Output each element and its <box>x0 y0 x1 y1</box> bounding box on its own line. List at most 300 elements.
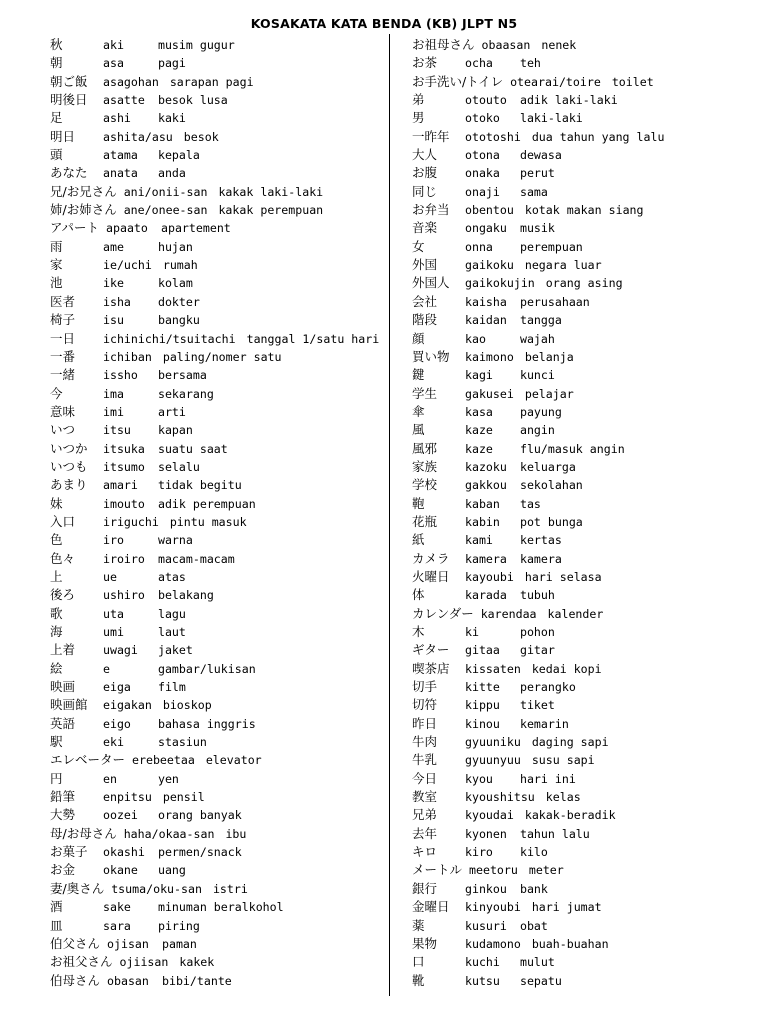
vocab-meaning: perangko <box>519 680 576 695</box>
vocab-meaning: arti <box>157 404 186 419</box>
vocab-kanji: 上 <box>50 568 63 584</box>
vocab-entry <box>50 348 385 366</box>
vocab-entry <box>412 348 757 366</box>
vocab-romaji: okane <box>102 863 138 878</box>
vocab-meaning: tangga <box>519 313 562 328</box>
vocab-meaning: paman <box>161 936 197 951</box>
vocab-entry <box>412 531 757 549</box>
vocab-romaji: meetoru <box>469 863 518 878</box>
vocab-entry <box>412 660 757 678</box>
vocab-meaning: piring <box>157 918 200 933</box>
vocab-entry <box>412 935 757 953</box>
vocab-entry <box>50 953 385 971</box>
vocab-romaji: iroiro <box>102 551 145 566</box>
vocab-kanji: あまり <box>50 477 88 493</box>
vocab-kanji: 外国人 <box>412 275 450 291</box>
vocab-romaji: imi <box>102 404 124 419</box>
vocab-meaning: paling/nomer satu <box>162 349 282 364</box>
vocab-entry <box>50 293 385 311</box>
vocab-romaji: ichiban <box>102 349 152 364</box>
vocab-kanji: 朝ご飯 <box>50 73 88 89</box>
vocab-entry <box>50 972 385 990</box>
vocab-entry <box>50 825 385 843</box>
vocab-meaning: toilet <box>611 74 654 89</box>
vocab-kanji: 学校 <box>412 477 438 493</box>
vocab-entry <box>50 330 385 348</box>
vocab-kanji: 喫茶店 <box>412 660 450 676</box>
vocab-meaning: gitar <box>519 643 555 658</box>
vocab-romaji: asagohan <box>102 74 159 89</box>
vocab-romaji: obentou <box>464 203 514 218</box>
vocab-romaji: ie/uchi <box>102 258 152 273</box>
vocab-kanji: 家族 <box>412 458 438 474</box>
vocab-romaji: otona <box>464 148 500 163</box>
vocab-meaning: keluarga <box>519 459 576 474</box>
vocab-kanji: 切符 <box>412 697 438 713</box>
vocab-romaji: iriguchi <box>102 514 159 529</box>
vocab-kanji: 母/お母さん <box>50 825 117 841</box>
vocab-kanji: 妻/奥さん <box>50 880 105 896</box>
vocab-entry <box>50 770 385 788</box>
vocab-kanji: 姉/お姉さん <box>50 202 117 218</box>
vocab-meaning: kakek <box>179 955 215 970</box>
vocab-romaji: itsu <box>102 423 131 438</box>
vocab-kanji: 階段 <box>412 312 438 328</box>
vocab-kanji: お腹 <box>412 165 438 181</box>
vocab-meaning: ibu <box>225 826 247 841</box>
vocab-kanji: エレベーター <box>50 752 126 768</box>
vocab-romaji: obasan <box>107 973 149 988</box>
vocab-meaning: sekarang <box>157 386 214 401</box>
vocab-entry <box>412 274 757 292</box>
vocab-entry <box>412 917 757 935</box>
vocab-entry <box>50 550 385 568</box>
vocab-entry <box>412 513 757 531</box>
vocab-romaji: haha/okaa-san <box>123 826 215 841</box>
vocab-entry <box>412 586 757 604</box>
vocab-entry <box>50 935 385 953</box>
vocab-kanji: 意味 <box>50 403 76 419</box>
vocab-romaji: ani/onii-san <box>123 184 208 199</box>
vocab-entry <box>412 458 757 476</box>
vocab-meaning: sekolahan <box>519 478 583 493</box>
vocab-romaji: kuchi <box>464 955 500 970</box>
vocab-kanji: 妹 <box>50 495 63 511</box>
vocab-meaning: angin <box>519 423 555 438</box>
vocab-entry <box>412 403 757 421</box>
vocab-romaji: gaikoku <box>464 258 514 273</box>
vocab-romaji: karendaa <box>480 606 537 621</box>
vocab-entry <box>412 440 757 458</box>
vocab-romaji: kinyoubi <box>464 900 521 915</box>
vocab-romaji: gyuuniku <box>464 735 521 750</box>
vocab-meaning: bank <box>519 881 548 896</box>
vocab-romaji: ichinichi/tsuitachi <box>102 331 236 346</box>
vocab-entry <box>50 788 385 806</box>
vocab-meaning: sepatu <box>519 973 562 988</box>
vocab-romaji: itsuka <box>102 441 145 456</box>
vocab-romaji: obaasan <box>481 38 531 52</box>
vocab-romaji: e <box>102 661 110 676</box>
vocab-meaning: uang <box>157 863 186 878</box>
vocab-romaji: atama <box>102 148 138 163</box>
vocab-romaji: ototoshi <box>464 129 521 144</box>
vocab-romaji: itsumo <box>102 459 145 474</box>
vocab-romaji: gyuunyuu <box>464 753 521 768</box>
vocab-romaji: issho <box>102 368 138 383</box>
vocab-romaji: kabin <box>464 514 500 529</box>
vocab-kanji: 弟 <box>412 92 425 108</box>
vocab-romaji: gakkou <box>464 478 507 493</box>
vocab-kanji: 切手 <box>412 679 438 695</box>
vocab-kanji: 男 <box>412 110 425 126</box>
vocab-kanji: 兄弟 <box>412 807 438 823</box>
vocab-kanji: 医者 <box>50 293 76 309</box>
vocab-kanji: 薬 <box>412 917 425 933</box>
vocab-entry <box>412 293 757 311</box>
vocab-kanji: 上着 <box>50 642 76 658</box>
vocab-meaning: bahasa inggris <box>157 716 256 731</box>
vocab-meaning: hari selasa <box>524 569 602 584</box>
vocab-romaji: gakusei <box>464 386 514 401</box>
vocab-entry <box>412 128 757 146</box>
vocab-entry <box>412 311 757 329</box>
vocab-entry <box>412 36 757 54</box>
vocab-meaning: belanja <box>524 349 574 364</box>
vocab-meaning: orang asing <box>545 276 623 291</box>
vocab-meaning: kaki <box>157 111 186 126</box>
vocab-meaning: kedai kopi <box>531 661 602 676</box>
vocab-kanji: 色々 <box>50 550 76 566</box>
vocab-meaning: dokter <box>157 294 200 309</box>
vocab-kanji: お手洗い/トイレ <box>412 73 504 89</box>
vocab-kanji: いつか <box>50 440 88 456</box>
vocab-meaning: minuman beralkohol <box>157 900 284 915</box>
vocab-entry <box>50 164 385 182</box>
vocab-kanji: 椅子 <box>50 312 76 328</box>
vocab-kanji: 風 <box>412 422 425 438</box>
vocab-entry <box>412 73 757 91</box>
vocab-meaning: film <box>157 680 186 695</box>
vocab-entry <box>412 696 757 714</box>
vocab-kanji: 鞄 <box>412 495 425 511</box>
vocab-meaning: kertas <box>519 533 562 548</box>
vocab-romaji: oozei <box>102 808 138 823</box>
vocab-kanji: 外国 <box>412 257 438 273</box>
vocab-kanji: 音楽 <box>412 220 438 236</box>
vocab-entry <box>50 880 385 898</box>
vocab-kanji: お祖父さん <box>50 954 113 970</box>
vocab-entry <box>412 568 757 586</box>
vocab-kanji: 女 <box>412 238 425 254</box>
vocab-romaji: erebeetaa <box>132 753 195 768</box>
vocab-meaning: apartement <box>160 221 231 236</box>
vocab-kanji: 木 <box>412 624 425 639</box>
column-divider <box>389 34 390 996</box>
vocab-kanji: お弁当 <box>412 202 450 218</box>
vocab-kanji: カレンダー <box>412 605 474 621</box>
vocab-meaning: perut <box>519 166 555 181</box>
vocab-kanji: ギター <box>412 642 450 658</box>
vocab-kanji: 大人 <box>412 147 438 163</box>
vocab-meaning: stasiun <box>157 735 207 750</box>
vocab-romaji: ongaku <box>464 221 507 236</box>
vocab-meaning: laut <box>157 625 186 639</box>
vocab-meaning: wajah <box>519 331 555 346</box>
vocab-kanji: 秋 <box>50 37 63 52</box>
vocab-entry <box>50 256 385 274</box>
vocab-kanji: 英語 <box>50 715 76 731</box>
vocab-entry <box>50 531 385 549</box>
vocab-romaji: en <box>102 771 117 786</box>
vocab-entry <box>412 330 757 348</box>
vocab-entry <box>50 568 385 586</box>
vocab-kanji: 去年 <box>412 825 438 841</box>
vocab-romaji: kyoushitsu <box>464 790 535 805</box>
vocab-entry <box>412 880 757 898</box>
vocab-entry <box>412 733 757 751</box>
vocab-entry <box>50 843 385 861</box>
vocab-entry <box>50 238 385 256</box>
vocab-entry <box>50 513 385 531</box>
vocab-kanji: 入口 <box>50 513 76 529</box>
vocab-entry <box>412 641 757 659</box>
vocab-entry <box>50 715 385 733</box>
vocab-kanji: あなた <box>50 165 88 181</box>
vocab-entry <box>50 495 385 513</box>
vocab-kanji: 顔 <box>412 330 425 346</box>
vocab-entry <box>412 770 757 788</box>
vocab-entry <box>50 917 385 935</box>
vocab-romaji: otoko <box>464 111 500 126</box>
vocab-entry <box>412 219 757 237</box>
vocab-kanji: 今日 <box>412 770 438 786</box>
vocab-kanji: 果物 <box>412 935 438 951</box>
vocab-meaning: kolam <box>157 276 193 291</box>
vocab-romaji: uta <box>102 606 124 621</box>
vocab-meaning: selalu <box>157 459 200 474</box>
vocab-meaning: yen <box>157 771 179 786</box>
vocab-meaning: hari jumat <box>531 900 602 915</box>
vocab-romaji: ane/onee-san <box>123 203 208 218</box>
vocab-meaning: pot bunga <box>519 514 583 529</box>
vocab-kanji: 鍵 <box>412 367 425 383</box>
vocab-meaning: kilo <box>519 845 548 860</box>
vocab-romaji: ojiisan <box>119 955 169 970</box>
vocab-romaji: otouto <box>464 93 507 108</box>
vocab-romaji: kitte <box>464 680 500 695</box>
vocab-romaji: ashita/asu <box>102 129 173 144</box>
vocab-meaning: obat <box>519 918 548 933</box>
vocab-entry <box>412 678 757 696</box>
vocab-romaji: apaato <box>106 221 148 236</box>
vocab-kanji: 円 <box>50 770 63 786</box>
vocab-meaning: besok <box>183 129 219 144</box>
vocab-entry <box>50 898 385 916</box>
vocab-kanji: 朝 <box>50 55 63 71</box>
vocab-romaji: kiro <box>464 845 493 860</box>
vocab-entry <box>50 146 385 164</box>
vocab-romaji: gitaa <box>464 643 500 658</box>
vocab-meaning: anda <box>157 166 186 181</box>
vocab-romaji: kaimono <box>464 349 514 364</box>
vocab-kanji: 絵 <box>50 660 63 676</box>
vocab-romaji: imouto <box>102 496 145 511</box>
vocab-meaning: warna <box>157 533 193 548</box>
vocab-romaji: eki <box>102 735 124 750</box>
vocab-entry <box>412 972 757 990</box>
vocab-meaning: meter <box>528 863 564 878</box>
vocab-meaning: perusahaan <box>519 294 590 309</box>
vocab-kanji: 鉛筆 <box>50 789 76 805</box>
vocab-kanji: お金 <box>50 862 76 878</box>
vocab-kanji: 酒 <box>50 899 63 915</box>
vocab-kanji: 買い物 <box>412 348 450 364</box>
vocab-entry <box>50 366 385 384</box>
vocab-kanji: お祖母さん <box>412 37 475 52</box>
vocab-kanji: 伯母さん <box>50 972 101 988</box>
vocab-kanji: 海 <box>50 624 63 639</box>
vocab-entry <box>412 843 757 861</box>
vocab-entry <box>50 660 385 678</box>
vocab-romaji: kayoubi <box>464 569 514 584</box>
vocab-entry <box>412 54 757 72</box>
vocab-meaning: susu sapi <box>531 753 595 768</box>
vocab-meaning: sarapan pagi <box>169 74 254 89</box>
vocab-meaning: kunci <box>519 368 555 383</box>
vocab-kanji: メートル <box>412 862 463 878</box>
vocab-romaji: sake <box>102 900 131 915</box>
vocab-kanji: 映画 <box>50 679 76 695</box>
vocab-romaji: kutsu <box>464 973 500 988</box>
vocab-kanji: 雨 <box>50 238 63 254</box>
vocab-meaning: kapan <box>157 423 193 438</box>
vocab-kanji: キロ <box>412 844 438 860</box>
vocab-kanji: 明日 <box>50 128 76 144</box>
vocab-romaji: ginkou <box>464 881 507 896</box>
vocab-entry <box>412 421 757 439</box>
vocab-meaning: rumah <box>162 258 198 273</box>
vocab-entry <box>50 311 385 329</box>
vocab-kanji: 映画館 <box>50 697 88 713</box>
vocab-kanji: アパート <box>50 220 100 236</box>
vocab-kanji: 色 <box>50 532 63 548</box>
vocab-entry <box>50 219 385 237</box>
vocab-kanji: 明後日 <box>50 92 88 108</box>
vocab-entry <box>412 715 757 733</box>
vocab-kanji: 歌 <box>50 605 63 621</box>
vocab-entry <box>50 91 385 109</box>
vocab-meaning: adik laki-laki <box>519 93 618 108</box>
vocab-meaning: bibi/tante <box>161 973 232 988</box>
vocab-romaji: kippu <box>464 698 500 713</box>
vocab-meaning: kakak perempuan <box>218 203 324 218</box>
vocab-kanji: 銀行 <box>412 880 438 896</box>
vocab-kanji: 伯父さん <box>50 935 101 951</box>
vocab-column-right <box>412 36 757 990</box>
vocab-romaji: ue <box>102 569 117 584</box>
vocab-entry <box>412 953 757 971</box>
vocab-entry <box>50 861 385 879</box>
vocab-meaning: elevator <box>205 753 262 768</box>
vocab-kanji: 教室 <box>412 789 438 805</box>
vocab-meaning: nenek <box>541 38 577 52</box>
vocab-meaning: pelajar <box>524 386 574 401</box>
vocab-meaning: musim gugur <box>157 38 235 52</box>
vocab-romaji: eigo <box>102 716 131 731</box>
vocab-meaning: kotak makan siang <box>524 203 644 218</box>
vocab-entry <box>50 73 385 91</box>
vocab-entry <box>412 623 757 641</box>
vocab-entry <box>412 495 757 513</box>
vocab-entry <box>50 201 385 219</box>
vocab-entry <box>50 605 385 623</box>
vocab-meaning: hari ini <box>519 771 576 786</box>
vocab-entry <box>50 751 385 769</box>
vocab-romaji: anata <box>102 166 138 181</box>
vocab-romaji: gaikokujin <box>464 276 535 291</box>
vocab-kanji: 頭 <box>50 147 63 163</box>
vocab-entry <box>50 54 385 72</box>
vocab-romaji: iro <box>102 533 124 548</box>
vocab-meaning: pohon <box>519 625 555 639</box>
vocab-entry <box>50 403 385 421</box>
vocab-kanji: 昨日 <box>412 715 438 731</box>
vocab-romaji: kissaten <box>464 661 521 676</box>
vocab-entry <box>50 586 385 604</box>
vocab-kanji: 学生 <box>412 385 438 401</box>
vocab-entry <box>412 183 757 201</box>
vocab-kanji: 火曜日 <box>412 568 450 584</box>
vocab-entry <box>412 164 757 182</box>
vocab-romaji: ima <box>102 386 124 401</box>
vocab-meaning: pintu masuk <box>169 514 247 529</box>
vocab-kanji: 傘 <box>412 403 425 419</box>
vocab-kanji: 皿 <box>50 917 63 933</box>
vocab-entry <box>50 421 385 439</box>
vocab-entry <box>412 109 757 127</box>
vocab-romaji: kyoudai <box>464 808 514 823</box>
vocab-meaning: kakak laki-laki <box>218 184 324 199</box>
vocab-romaji: onaka <box>464 166 500 181</box>
vocab-romaji: kaban <box>464 496 500 511</box>
vocab-entry <box>50 641 385 659</box>
vocab-romaji: otearai/toire <box>510 74 601 89</box>
vocab-kanji: 駅 <box>50 734 63 750</box>
vocab-kanji: お茶 <box>412 55 438 71</box>
vocab-romaji: asa <box>102 56 124 71</box>
vocab-entry <box>412 605 757 623</box>
vocab-entry <box>50 806 385 824</box>
vocab-meaning: kelas <box>545 790 581 805</box>
vocab-kanji: お菓子 <box>50 844 88 860</box>
vocab-meaning: hujan <box>157 239 193 254</box>
vocab-entry <box>412 806 757 824</box>
vocab-meaning: teh <box>519 56 541 71</box>
vocab-kanji: 紙 <box>412 532 425 548</box>
vocab-meaning: istri <box>212 881 248 896</box>
vocab-romaji: kinou <box>464 716 500 731</box>
vocab-entry <box>412 861 757 879</box>
vocab-romaji: umi <box>102 625 124 639</box>
vocab-romaji: eiga <box>102 680 131 695</box>
vocab-kanji: 一日 <box>50 330 76 346</box>
vocab-meaning: orang banyak <box>157 808 242 823</box>
vocab-kanji: 口 <box>412 954 425 970</box>
vocab-meaning: adik perempuan <box>157 496 256 511</box>
vocab-meaning: laki-laki <box>519 111 583 126</box>
vocab-entry <box>50 696 385 714</box>
